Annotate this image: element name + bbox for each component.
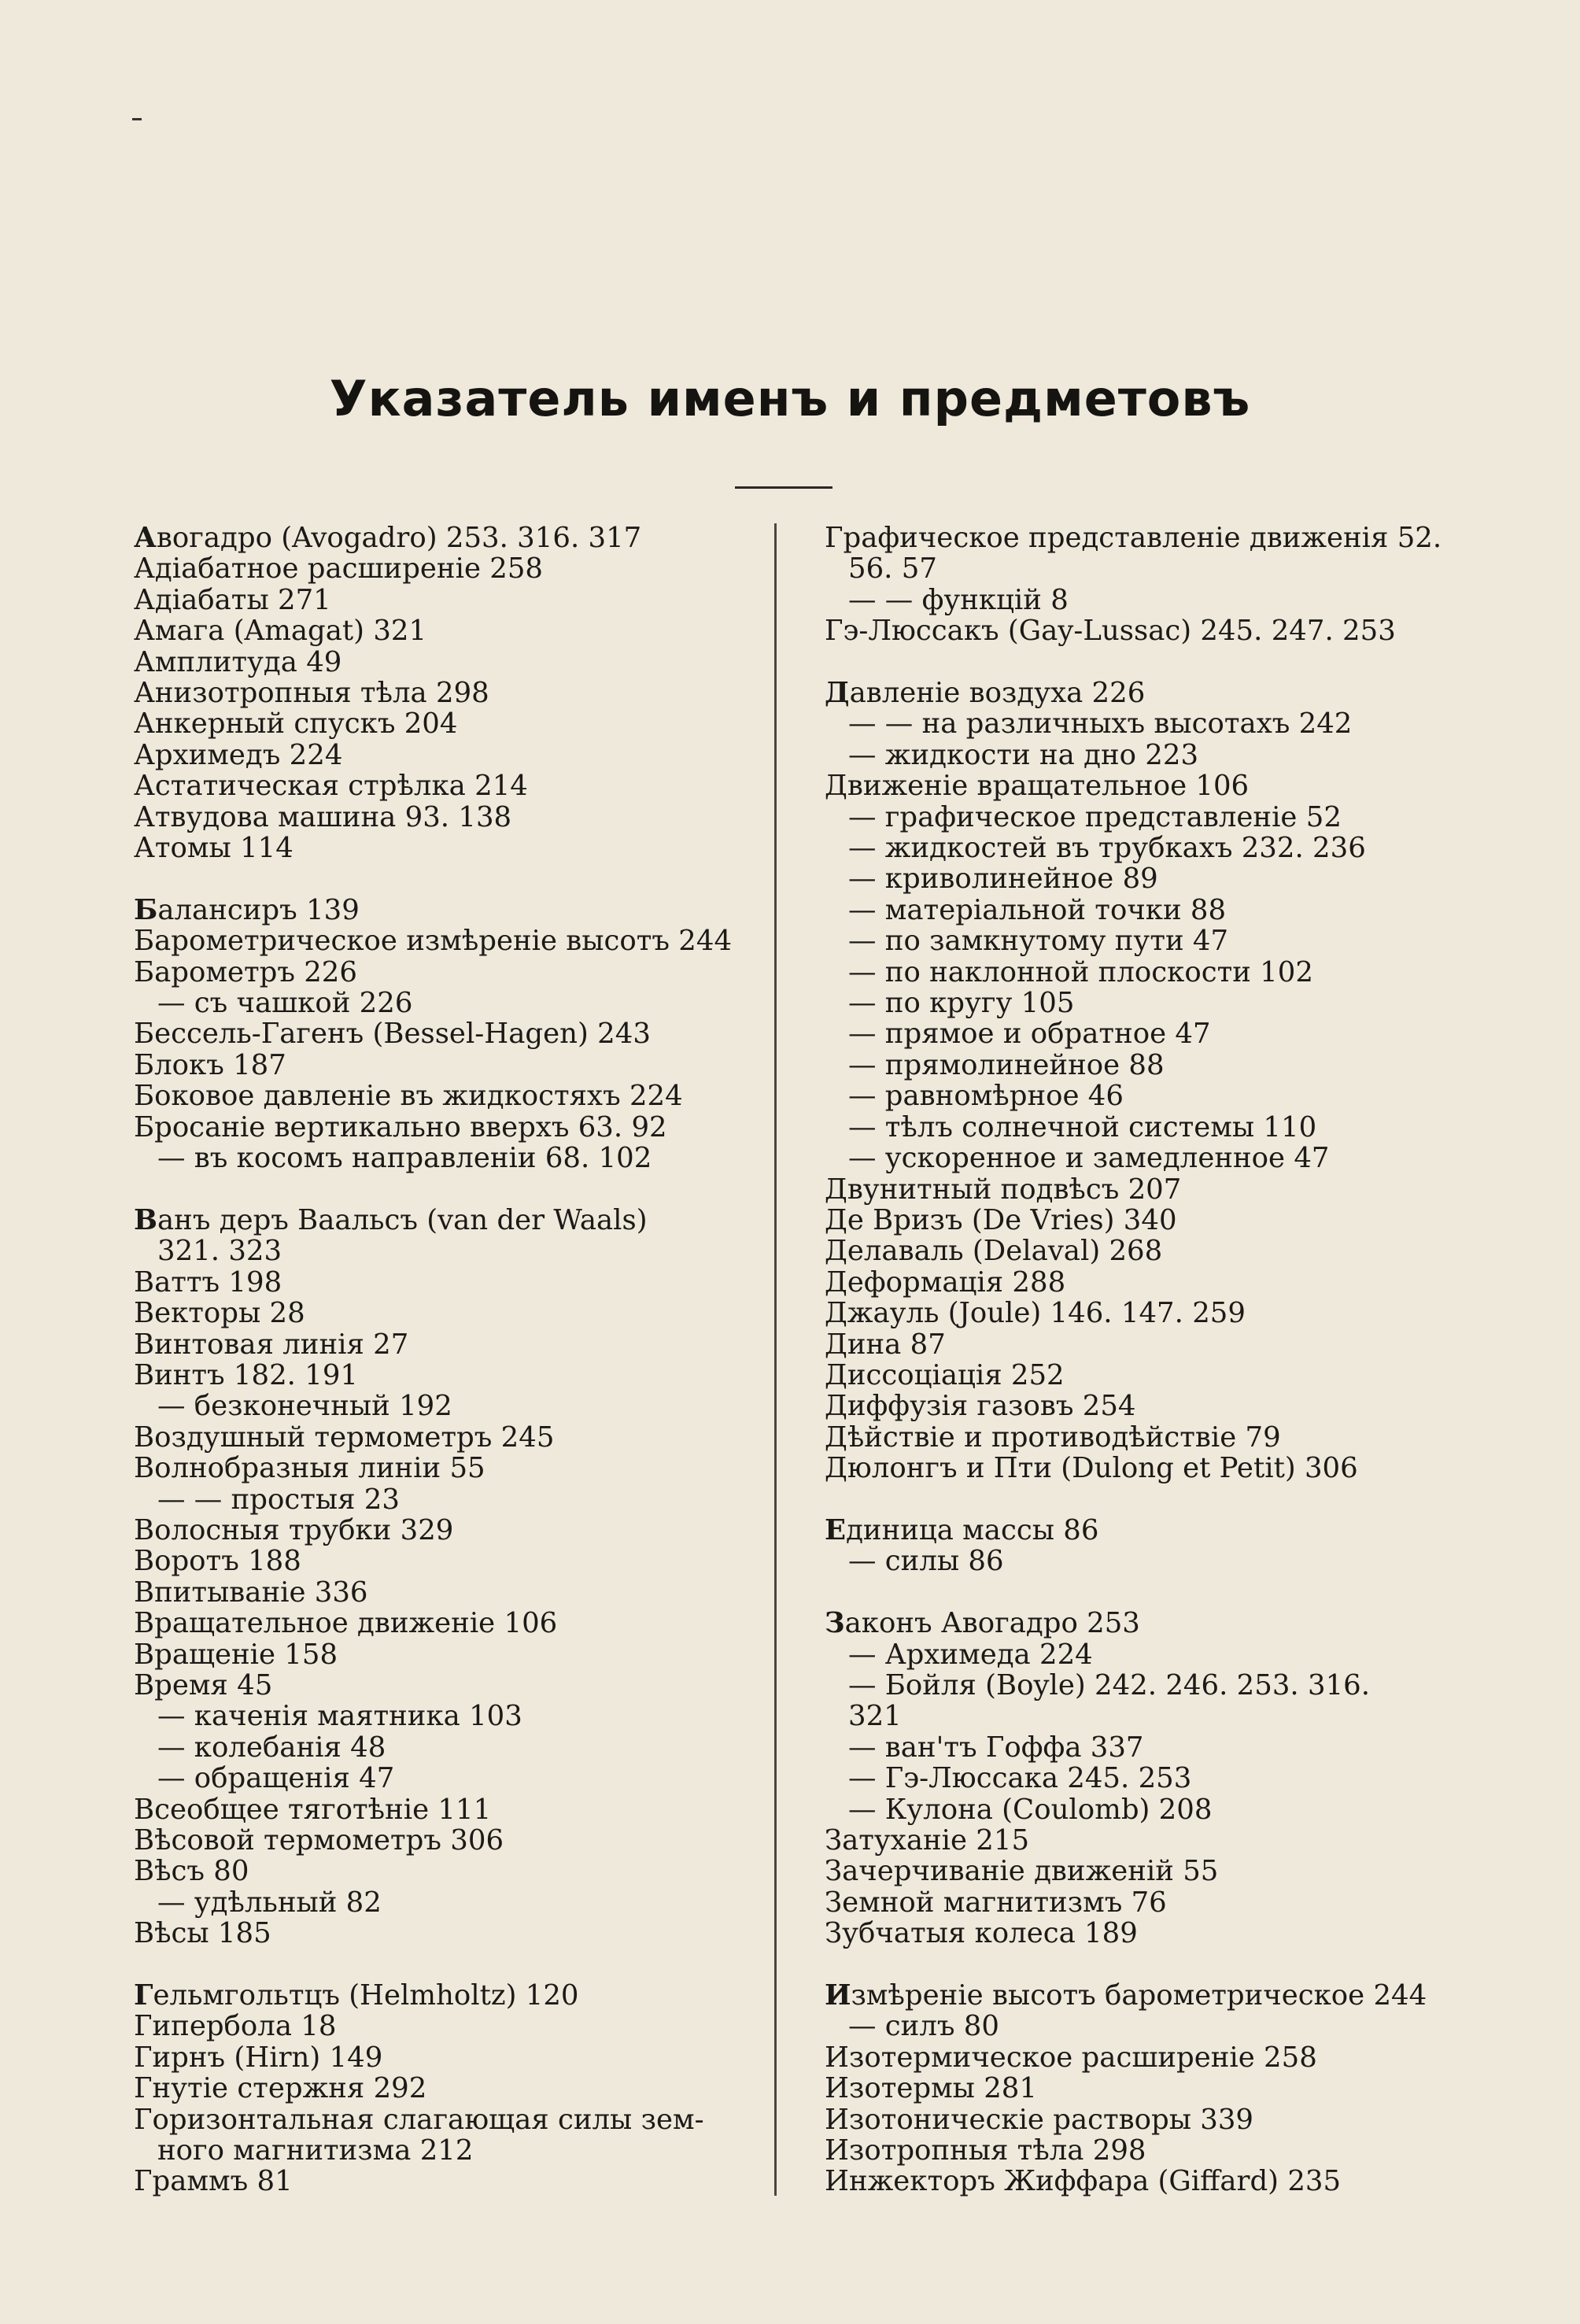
- section-gap: [825, 1949, 1423, 1980]
- index-entry: Винтовая линiя 27: [134, 1328, 409, 1361]
- entry-text: авленiе воздуха 226: [849, 677, 1146, 710]
- index-entry-continuation: 321: [848, 1700, 902, 1733]
- index-entry: Амплитуда 49: [134, 645, 342, 678]
- section-initial: А: [134, 522, 157, 554]
- index-entry: Воздушный термометръ 245: [134, 1421, 555, 1454]
- section-gap: [825, 1484, 1423, 1515]
- index-subentry: — Архимеда 224: [848, 1638, 1093, 1671]
- index-entry: Вѣсы 185: [134, 1917, 271, 1950]
- index-entry: Гирнъ (Hirn) 149: [134, 2041, 383, 2074]
- section-gap: [134, 863, 732, 894]
- index-entry: Винтъ 182. 191: [134, 1358, 359, 1391]
- index-column-right: [825, 522, 1442, 2198]
- index-subentry: — обращенiя 47: [157, 1762, 395, 1795]
- index-subentry: — жидкостей въ трубкахъ 232. 236: [848, 832, 1366, 865]
- index-entry: Вращательное движенiе 106: [134, 1607, 558, 1640]
- index-subentry: — равномѣрное 46: [848, 1080, 1124, 1113]
- index-entry: Барометръ 226: [134, 955, 357, 988]
- index-entry: Изотропныя тѣла 298: [825, 2134, 1146, 2167]
- index-entry: Горизонтальная слагающая силы зем-: [134, 2103, 704, 2136]
- index-entry: Зубчатыя колеса 189: [825, 1917, 1138, 1950]
- index-entry: Впитыванiе 336: [134, 1576, 368, 1609]
- index-entry-continuation: ного магнитизма 212: [157, 2134, 474, 2167]
- index-entry: Графическое представленiе движенiя 52.: [825, 522, 1442, 554]
- index-subentry: — колебанiя 48: [157, 1731, 386, 1764]
- index-entry: Атвудова машина 93. 138: [134, 800, 512, 833]
- index-subentry: — прямолинейное 88: [848, 1048, 1165, 1081]
- index-subentry: — графическое представленiе 52: [848, 800, 1342, 833]
- page-title: Указатель именъ и предметовъ: [329, 370, 1251, 427]
- index-entry: [825, 1979, 1427, 2012]
- index-entry: Движенiе вращательное 106: [825, 770, 1250, 803]
- index-entry: Анкерный спускъ 204: [134, 708, 458, 741]
- index-subentry: — ускоренное и замедленное 47: [848, 1142, 1330, 1175]
- index-entry: Боковое давленiе въ жидкостяхъ 224: [134, 1080, 683, 1113]
- index-entry: Гипербола 18: [134, 2010, 337, 2043]
- index-entry: Джауль (Joule) 146. 147. 259: [825, 1297, 1246, 1330]
- index-subentry: — по замкнутому пути 47: [848, 925, 1229, 958]
- entry-text: ельмгольтцъ (Helmholtz) 120: [153, 1979, 579, 2012]
- index-entry: Волосныя трубки 329: [134, 1513, 454, 1546]
- index-entry: Волнобразныя линiи 55: [134, 1452, 485, 1485]
- index-entry: Бросанiе вертикально вверхъ 63. 92: [134, 1110, 667, 1144]
- index-entry: Вѣсъ 80: [134, 1855, 249, 1888]
- section-initial: Е: [825, 1513, 847, 1546]
- index-subentry: — матерiальной точки 88: [848, 893, 1227, 926]
- index-entry: Адiабатное расширенiе 258: [134, 552, 544, 586]
- section-initial: И: [825, 1979, 851, 2012]
- index-entry: Астатическая стрѣлка 214: [134, 770, 528, 803]
- index-entry: Анизотропныя тѣла 298: [134, 677, 489, 710]
- index-entry: [134, 1205, 732, 1236]
- index-entry: Время 45: [134, 1669, 273, 1701]
- index-entry: Земной магнитизмъ 76: [825, 1886, 1167, 1919]
- section-initial: В: [134, 1203, 158, 1236]
- index-entry: [134, 895, 732, 926]
- index-entry-continuation: 321. 323: [157, 1235, 282, 1268]
- index-subentry: — силы 86: [848, 1545, 1004, 1578]
- index-subentry: — — простыя 23: [157, 1483, 400, 1516]
- index-entry: Бессель-Гагенъ (Bessel-Hagen) 243: [134, 1018, 651, 1051]
- index-entry: Адiабаты 271: [134, 583, 331, 616]
- entry-text: змѣренiе высотъ барометрическое 244: [851, 1979, 1427, 2012]
- index-subentry: — удѣльный 82: [157, 1886, 382, 1919]
- index-subentry: — ван'тъ Гоффа 337: [848, 1731, 1144, 1764]
- index-subentry: — безконечный 192: [157, 1390, 452, 1423]
- index-entry: Диффузiя газовъ 254: [825, 1390, 1136, 1423]
- index-entry: Воротъ 188: [134, 1545, 301, 1578]
- section-gap: [134, 1949, 732, 1980]
- index-entry: [134, 1980, 732, 2011]
- index-entry: Вѣсовой термометръ 306: [134, 1824, 504, 1857]
- index-entry: Инжекторъ Жиффара (Giffard) 235: [825, 2165, 1342, 2198]
- index-subentry: — по наклонной плоскости 102: [848, 955, 1313, 988]
- section-gap: [825, 647, 1423, 678]
- index-entry: Гнутiе стержня 292: [134, 2072, 427, 2105]
- index-entry: Затуханiе 215: [825, 1824, 1030, 1857]
- index-entry: Дина 87: [825, 1328, 946, 1361]
- index-entry: [825, 1515, 1423, 1546]
- index-subentry: — Кулона (Coulomb) 208: [848, 1793, 1213, 1826]
- index-subentry: — Бойля (Boyle) 242. 246. 253. 316.: [848, 1668, 1371, 1701]
- index-subentry: — Гэ-Люссака 245. 253: [848, 1762, 1192, 1795]
- section-gap: [825, 1577, 1423, 1608]
- index-subentry: — прямое и обратное 47: [848, 1018, 1211, 1051]
- index-entry: Зачерчиванiе движенiй 55: [825, 1855, 1219, 1888]
- section-gap: [134, 1174, 732, 1205]
- index-entry: Блокъ 187: [134, 1048, 286, 1081]
- index-entry: [825, 1608, 1423, 1639]
- index-column-left: [134, 523, 732, 2197]
- section-initial: Г: [134, 1979, 153, 2012]
- index-subentry: — въ косомъ направленiи 68. 102: [157, 1142, 652, 1175]
- index-subentry: — съ чашкой 226: [157, 987, 413, 1020]
- section-initial: Б: [134, 893, 158, 926]
- entry-text: алансиръ 139: [157, 893, 360, 926]
- index-entry: Амага (Amagat) 321: [134, 615, 427, 648]
- index-entry: Изотермы 281: [825, 2072, 1037, 2105]
- section-initial: З: [825, 1607, 845, 1640]
- column-divider: [774, 523, 777, 2196]
- index-entry: [134, 523, 732, 553]
- index-entry: Ваттъ 198: [134, 1265, 282, 1299]
- index-entry: Всеобщее тяготѣнiе 111: [134, 1793, 492, 1826]
- entry-text: вогадро (Avogadro) 253. 316. 317: [156, 522, 642, 554]
- index-subentry: — жидкости на дно 223: [848, 738, 1199, 771]
- index-subentry: — криволинейное 89: [848, 863, 1158, 896]
- index-entry: Вращенiе 158: [134, 1638, 338, 1671]
- index-entry: Делаваль (Delaval) 268: [825, 1235, 1163, 1268]
- index-entry: Изотоническiе растворы 339: [825, 2103, 1254, 2136]
- index-subentry: — силъ 80: [848, 2010, 999, 2043]
- entry-text: аконъ Авогадро 253: [844, 1607, 1140, 1640]
- index-entry: Атомы 114: [134, 832, 293, 865]
- index-entry: Двунитный подвѣсъ 207: [825, 1173, 1182, 1206]
- index-subentry: — — на различныхъ высотахъ 242: [848, 708, 1353, 741]
- index-subentry: — — функцiй 8: [848, 583, 1069, 616]
- index-entry: Барометрическое измѣренiе высотъ 244: [134, 925, 733, 958]
- title-rule: [735, 486, 832, 489]
- entry-text: диница массы 86: [846, 1513, 1099, 1546]
- index-entry: Дюлонгъ и Пти (Dulong et Petit) 306: [825, 1452, 1358, 1485]
- index-entry: Изотермическое расширенiе 258: [825, 2041, 1317, 2074]
- index-entry-continuation: 56. 57: [848, 552, 937, 586]
- page-mark: [132, 118, 142, 120]
- index-entry: Деформацiя 288: [825, 1265, 1066, 1299]
- index-subentry: — по кругу 105: [848, 987, 1075, 1020]
- index-entry: Диссоцiацiя 252: [825, 1358, 1065, 1391]
- index-entry: Архимедъ 224: [134, 738, 343, 771]
- section-initial: Д: [825, 677, 850, 710]
- entry-text: анъ деръ Ваальсъ (van der Waals): [157, 1203, 648, 1236]
- index-entry: Векторы 28: [134, 1297, 305, 1330]
- index-entry: Гэ-Люссакъ (Gay-Lussac) 245. 247. 253: [825, 615, 1396, 648]
- index-subentry: — тѣлъ солнечной системы 110: [848, 1110, 1317, 1144]
- index-entry: Де Вризъ (De Vries) 340: [825, 1203, 1177, 1236]
- index-entry: Дѣйствiе и противодѣйствiе 79: [825, 1421, 1281, 1454]
- index-entry: Граммъ 81: [134, 2165, 293, 2198]
- index-subentry: — каченiя маятника 103: [157, 1700, 522, 1733]
- index-entry: [825, 678, 1423, 708]
